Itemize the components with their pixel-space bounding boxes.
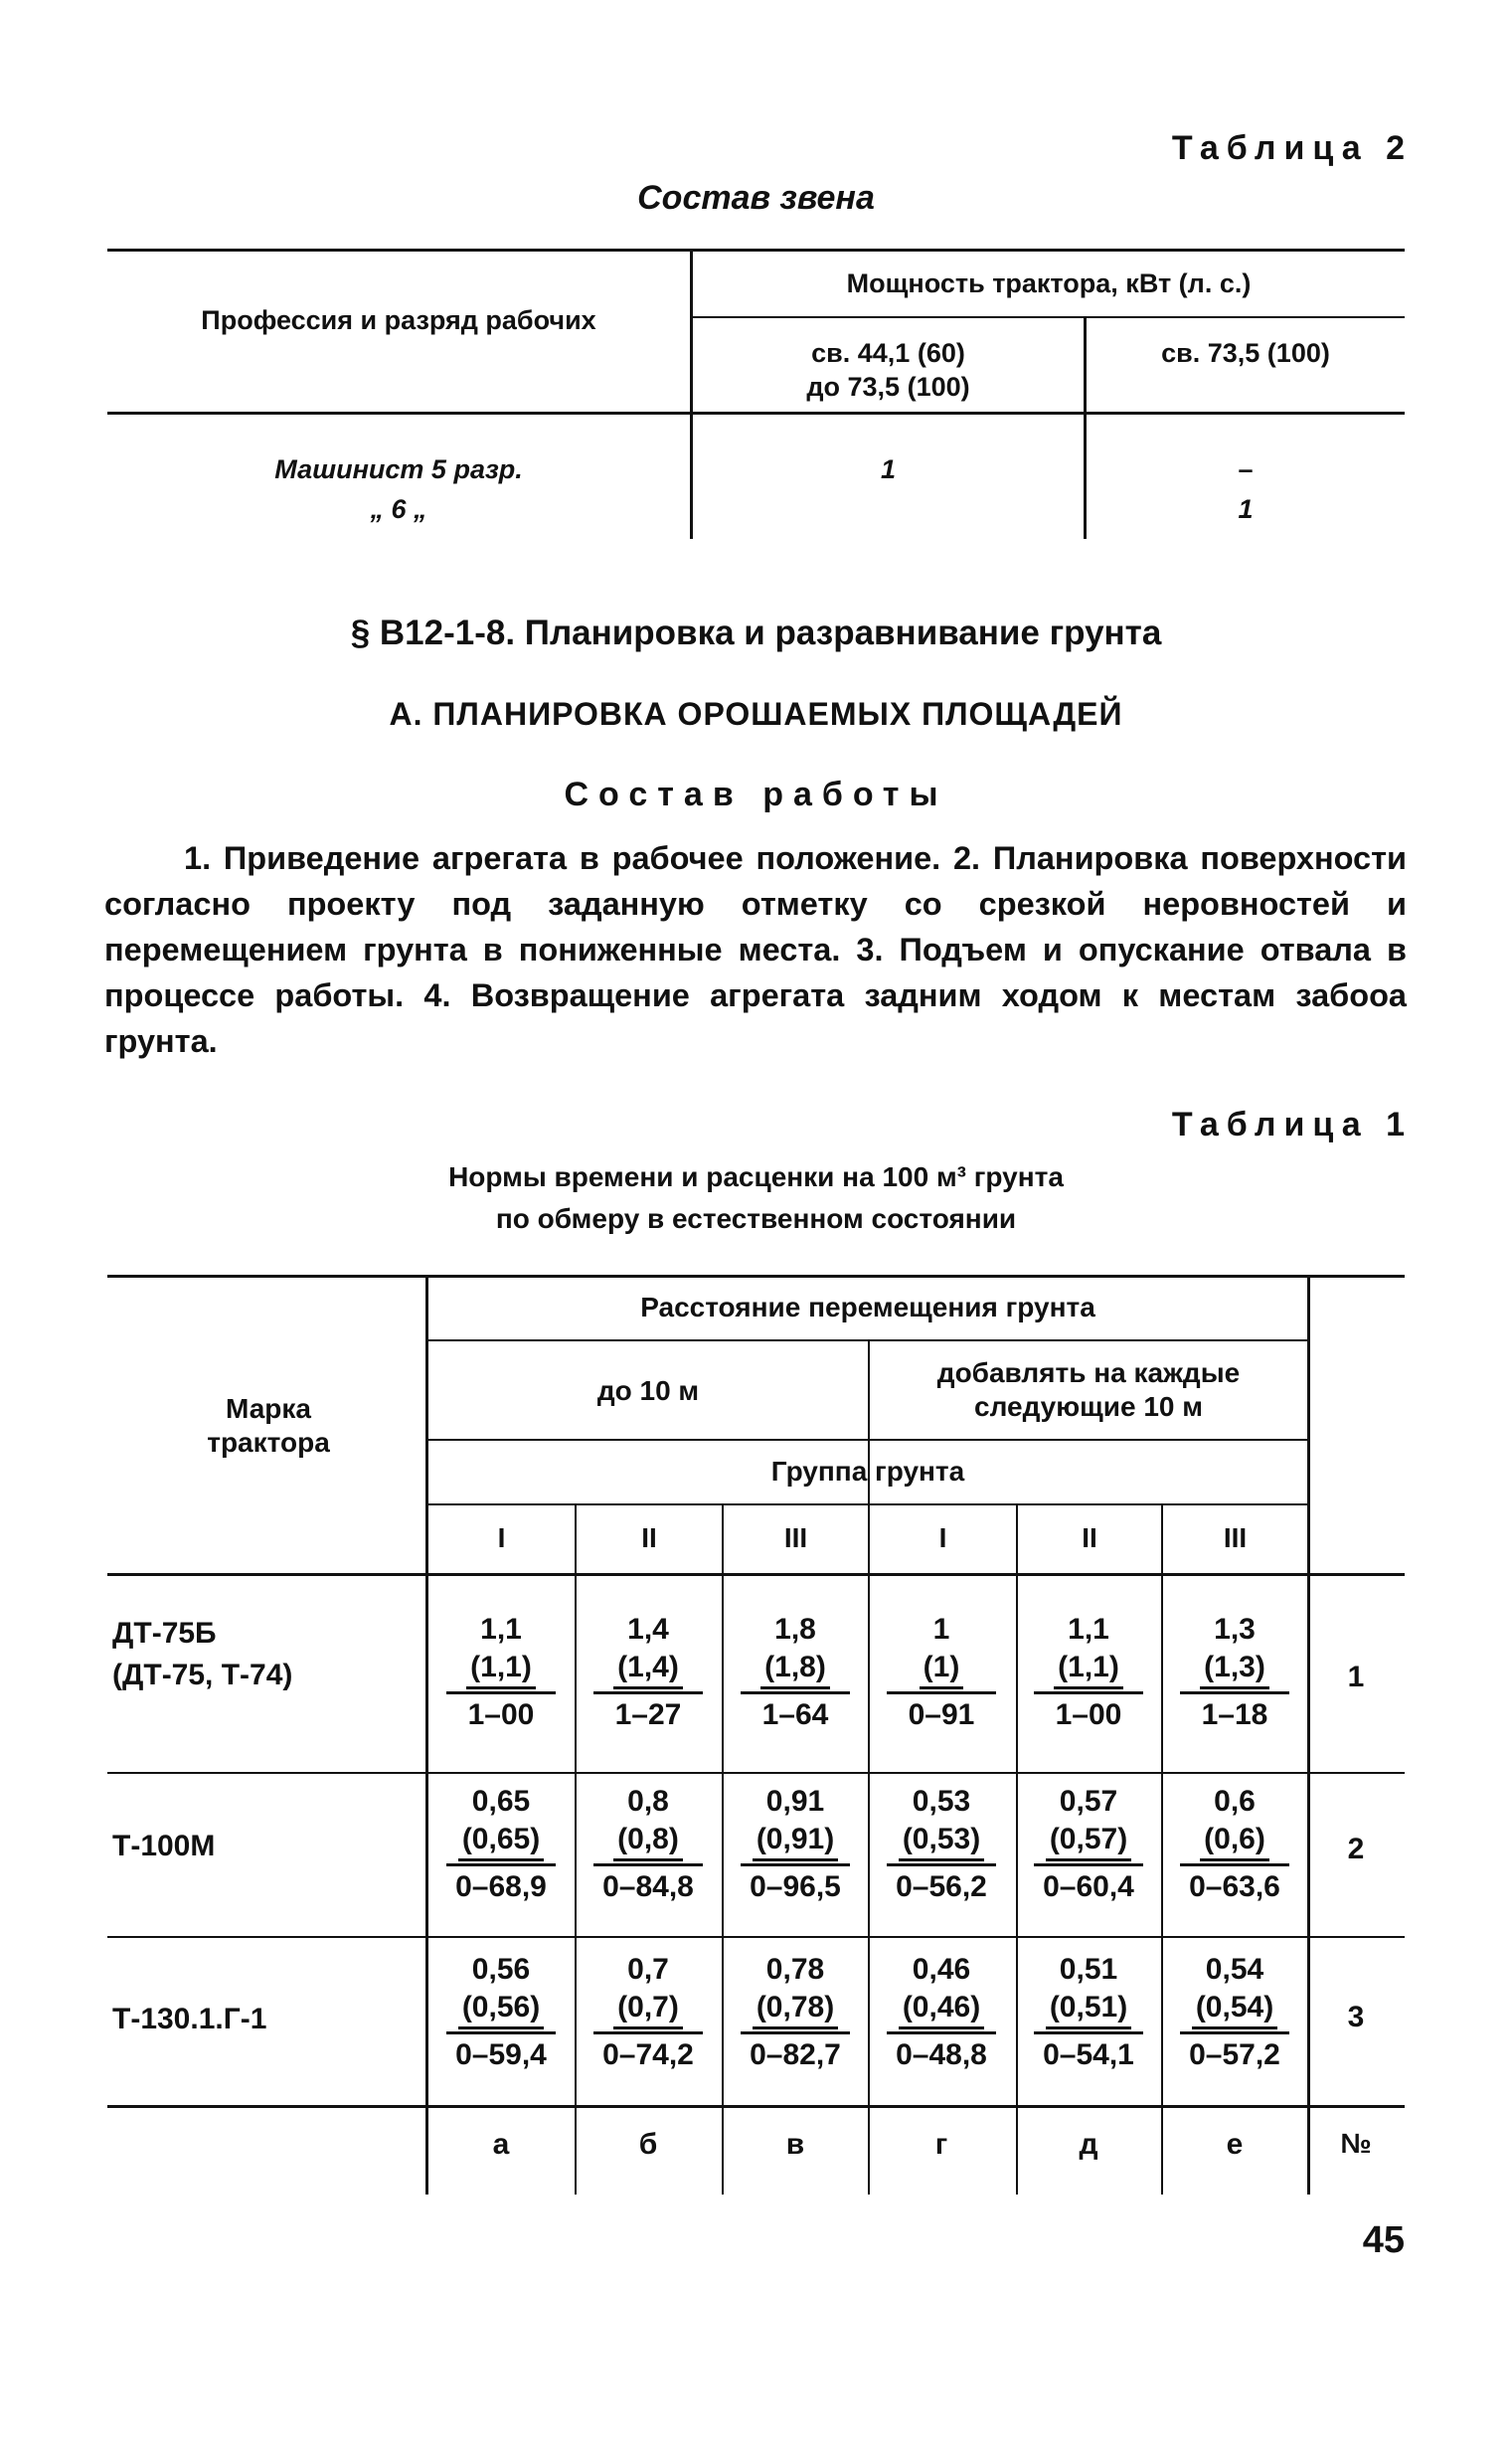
norm-time-alt: (0,78) bbox=[753, 1989, 838, 2029]
table-1-footer-number: № bbox=[1340, 2128, 1372, 2159]
table-1-group-col-f: III bbox=[1223, 1522, 1248, 1553]
fraction-line bbox=[1034, 2031, 1143, 2034]
norm-time-alt: (1,1) bbox=[1054, 1649, 1123, 1689]
fraction-line bbox=[593, 1691, 703, 1694]
rate: 0–63,6 bbox=[1189, 1870, 1280, 1903]
table-1-cell-r2-e bbox=[1014, 1783, 1163, 1906]
table-2-row-2-v2: 1 bbox=[1238, 494, 1254, 524]
norm-time: 0,65 bbox=[471, 1785, 531, 1818]
rate: 1–00 bbox=[467, 1698, 535, 1731]
table-1-cell-r2-b bbox=[574, 1783, 723, 1906]
fraction-line bbox=[887, 1863, 996, 1866]
norm-time-alt: (0,53) bbox=[899, 1821, 984, 1861]
rate: 0–74,2 bbox=[602, 2038, 694, 2071]
table-1-group-col-d: I bbox=[938, 1522, 947, 1553]
norm-time-alt: (0,46) bbox=[899, 1989, 984, 2029]
fraction-line bbox=[741, 1691, 850, 1694]
table-1-cell-r1-c bbox=[721, 1611, 870, 1734]
table-1-cell-r2-f bbox=[1160, 1783, 1309, 1906]
fraction-line bbox=[1180, 1863, 1289, 1866]
table-1-row-1-number: 1 bbox=[1347, 1661, 1365, 1693]
fraction-line bbox=[593, 1863, 703, 1866]
table-1-label: Таблица 1 bbox=[1171, 1106, 1413, 1143]
norm-time: 0,46 bbox=[912, 1953, 971, 1986]
table-1-footer-b: б bbox=[638, 2128, 658, 2161]
table-1-cell-r1-f bbox=[1160, 1611, 1309, 1734]
table-1-footer-a: а bbox=[492, 2128, 510, 2161]
fraction-line bbox=[741, 1863, 850, 1866]
work-composition-text: 1. Приведение агрегата в рабочее положение. 2. Планировка поверхности согласно проекту под заданную отметку со срезкой неровностей и перемещением грунта в пониженные места. 3. Подъем и опускание отвала в процессе работы. 4. Возвращение агрегата задним ходом к местам забоoа грунта. bbox=[104, 840, 1407, 1059]
work-composition-title: Состав работы bbox=[564, 776, 948, 813]
norm-time: 0,6 bbox=[1214, 1785, 1256, 1818]
table-1-row-3-number: 3 bbox=[1347, 2001, 1365, 2033]
rate: 0–60,4 bbox=[1043, 1870, 1134, 1903]
table-1-cell-r2-c bbox=[721, 1783, 870, 1906]
section-subheading: А. ПЛАНИРОВКА ОРОШАЕМЫХ ПЛОЩАДЕЙ bbox=[389, 696, 1123, 732]
table-1-footer-c: в bbox=[785, 2128, 805, 2161]
table-1-cell-r3-e bbox=[1014, 1951, 1163, 2074]
table-2-profession-header: Профессия и разряд рабочих bbox=[201, 305, 596, 335]
norm-time-alt: (1,4) bbox=[613, 1649, 683, 1689]
rate: 0–91 bbox=[908, 1698, 975, 1731]
fraction-line bbox=[1180, 2031, 1289, 2034]
norm-time: 0,51 bbox=[1059, 1953, 1118, 1986]
table-1-cell-r1-b bbox=[574, 1611, 723, 1734]
norm-time: 0,53 bbox=[912, 1785, 971, 1818]
section-heading: § В12-1-8. Планировка и разравнивание грунта bbox=[350, 614, 1162, 652]
norm-time: 0,54 bbox=[1205, 1953, 1264, 1986]
norm-time: 1,4 bbox=[627, 1613, 669, 1646]
table-1-cell-r3-b bbox=[574, 1951, 723, 2074]
table-1-cell-r2-a bbox=[426, 1783, 576, 1906]
norm-time-alt: (0,54) bbox=[1192, 1989, 1277, 2029]
rate: 1–64 bbox=[761, 1698, 829, 1731]
norm-time-alt: (0,65) bbox=[458, 1821, 544, 1861]
fraction-line bbox=[446, 2031, 556, 2034]
table-1-cell-r2-d bbox=[867, 1783, 1016, 1906]
fraction-line bbox=[1180, 1691, 1289, 1694]
fraction-line bbox=[446, 1691, 556, 1694]
norm-time-alt: (1,8) bbox=[760, 1649, 830, 1689]
norm-time: 0,7 bbox=[627, 1953, 669, 1986]
fraction-line bbox=[1034, 1691, 1143, 1694]
table-2-label: Таблица 2 bbox=[1171, 129, 1413, 167]
table-2-row-1-v1: 1 bbox=[880, 454, 897, 484]
table-1-cell-r3-f bbox=[1160, 1951, 1309, 2074]
table-1-row-1-brand-line-2: (ДТ-75, Т-74) bbox=[112, 1659, 293, 1691]
table-1-footer-f: е bbox=[1226, 2128, 1244, 2161]
table-1-cell-r3-a bbox=[426, 1951, 576, 2074]
norm-time: 1,1 bbox=[480, 1613, 522, 1646]
rate: 0–56,2 bbox=[896, 1870, 987, 1903]
table-1-add-header: добавлять на каждые следующие 10 м bbox=[936, 1357, 1241, 1422]
norm-time: 1,1 bbox=[1068, 1613, 1109, 1646]
fraction-line bbox=[446, 1863, 556, 1866]
table-2-sub1-line1: св. 44,1 (60) bbox=[811, 338, 965, 368]
table-1-group-col-a: I bbox=[497, 1522, 506, 1553]
table-1-cell-r1-d bbox=[867, 1611, 1016, 1734]
norm-time: 0,78 bbox=[765, 1953, 825, 1986]
table-1-title-line-1: Нормы времени и расценки на 100 м³ грунта bbox=[448, 1161, 1064, 1192]
table-1-cell-r3-d bbox=[867, 1951, 1016, 2074]
table-1-row-1-brand-line-1: ДТ-75Б bbox=[112, 1617, 217, 1650]
norm-time-alt: (1,3) bbox=[1200, 1649, 1269, 1689]
rate: 0–84,8 bbox=[602, 1870, 694, 1903]
table-2-row-1-v2: – bbox=[1238, 454, 1254, 484]
table-2-row-2-profession: „ 6 „ bbox=[370, 494, 427, 524]
norm-time-alt: (0,7) bbox=[613, 1989, 683, 2029]
table-2-sub1-line2: до 73,5 (100) bbox=[806, 372, 970, 402]
norm-time: 0,8 bbox=[627, 1785, 669, 1818]
norm-time-alt: (0,8) bbox=[613, 1821, 683, 1861]
rate: 0–48,8 bbox=[896, 2038, 987, 2071]
table-1-title-line-2: по обмеру в естественном состоянии bbox=[495, 1203, 1017, 1234]
table-1-row-1-brand bbox=[112, 1613, 292, 1696]
table-1-to10-header: до 10 м bbox=[596, 1375, 700, 1406]
table-1-footer-d: г bbox=[934, 2128, 948, 2161]
norm-time-alt: (0,51) bbox=[1046, 1989, 1131, 2029]
table-1-brand-header: Марка трактора bbox=[207, 1393, 330, 1458]
fraction-line bbox=[1034, 1863, 1143, 1866]
table-1-row-2-number: 2 bbox=[1347, 1833, 1365, 1865]
table-1-group-col-e: II bbox=[1082, 1522, 1097, 1553]
rate: 0–68,9 bbox=[455, 1870, 547, 1903]
norm-time: 1,8 bbox=[774, 1613, 816, 1646]
table-2-sub1 bbox=[693, 336, 1084, 404]
norm-time-alt: (1,1) bbox=[466, 1649, 536, 1689]
table-1-distance-header: Расстояние перемещения грунта bbox=[640, 1292, 1095, 1322]
norm-time: 0,56 bbox=[471, 1953, 531, 1986]
fraction-line bbox=[593, 2031, 703, 2034]
norm-time-alt: (0,91) bbox=[753, 1821, 838, 1861]
norm-time: 1,3 bbox=[1214, 1613, 1256, 1646]
table-2-title: Состав звена bbox=[637, 179, 875, 217]
table-2-power-header: Мощность трактора, кВт (л. с.) bbox=[846, 268, 1252, 298]
rate: 1–27 bbox=[614, 1698, 682, 1731]
table-1-group-header: Группа грунта bbox=[770, 1456, 965, 1487]
table-1-row-2-brand: Т-100М bbox=[112, 1830, 216, 1862]
norm-time: 1 bbox=[932, 1613, 950, 1646]
table-1-group-col-b: II bbox=[641, 1522, 657, 1553]
norm-time: 0,91 bbox=[765, 1785, 825, 1818]
rate: 1–18 bbox=[1201, 1698, 1268, 1731]
rate: 0–96,5 bbox=[750, 1870, 841, 1903]
table-2-sub2: св. 73,5 (100) bbox=[1161, 338, 1330, 368]
norm-time: 0,57 bbox=[1059, 1785, 1118, 1818]
table-1-cell-r1-e bbox=[1014, 1611, 1163, 1734]
table-1-footer-e: д bbox=[1079, 2128, 1098, 2161]
fraction-line bbox=[741, 2031, 850, 2034]
page-number: 45 bbox=[1362, 2219, 1405, 2261]
fraction-line bbox=[887, 1691, 996, 1694]
rate: 0–54,1 bbox=[1043, 2038, 1134, 2071]
table-2-row-1-profession: Машинист 5 разр. bbox=[274, 454, 523, 484]
rate: 0–59,4 bbox=[455, 2038, 547, 2071]
rate: 0–57,2 bbox=[1189, 2038, 1280, 2071]
norm-time-alt: (0,57) bbox=[1046, 1821, 1131, 1861]
table-1-row-3-brand: Т-130.1.Г-1 bbox=[112, 2003, 267, 2035]
rate: 1–00 bbox=[1055, 1698, 1122, 1731]
table-1-cell-r3-c bbox=[721, 1951, 870, 2074]
norm-time-alt: (1) bbox=[920, 1649, 964, 1689]
rate: 0–82,7 bbox=[750, 2038, 841, 2071]
fraction-line bbox=[887, 2031, 996, 2034]
norm-time-alt: (0,6) bbox=[1200, 1821, 1269, 1861]
table-1-group-col-c: III bbox=[783, 1522, 808, 1553]
table-1-cell-r1-a bbox=[426, 1611, 576, 1734]
norm-time-alt: (0,56) bbox=[458, 1989, 544, 2029]
